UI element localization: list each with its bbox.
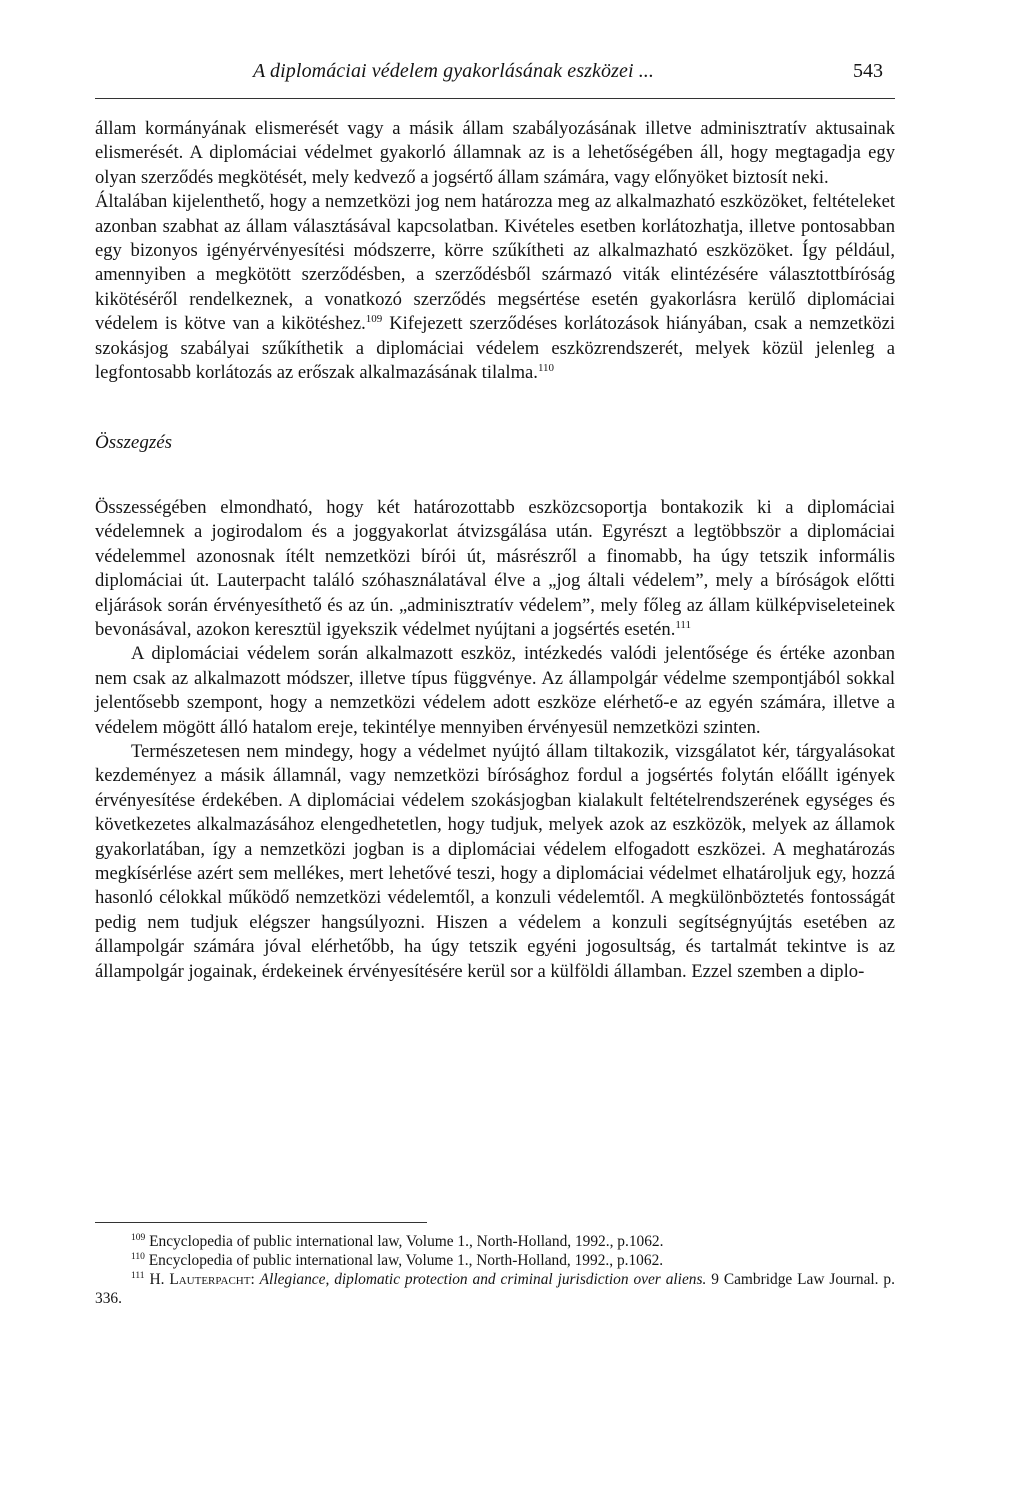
footnote-text: Encyclopedia of public international law, Volume 1., North-Holland, 1992., p.1062. — [149, 1233, 664, 1250]
footnotes — [95, 1232, 895, 1308]
text-run: A diplomáciai védelem során alkalmazott eszköz, intézkedés valódi jelentősége és értéke azonban nem csak az alkalmazott módszer, illetve típus függvénye. Az állampolgár védelme szempontjából sokkal jelentősebb szempont, hogy a nemzetközi védelem adott eszköze elérhető-e az egyén számára, illetve a védelem mögött álló hatalom ereje, tekintélye mennyiben érvényesül nemzetközi szinten. — [95, 643, 895, 738]
section-title: Összegzés — [95, 432, 173, 454]
page-number: 543 — [853, 60, 883, 82]
text-run: Természetesen nem mindegy, hogy a védelmet nyújtó állam tiltakozik, vizsgálatot kér, tárgyalásokat kezdeményez a másik államnál, vagy nemzetközi bírósághoz fordul a jogsértés folytán előállt igények érvényesítése érdekében. A diplomáciai védelem szokásjogban kialakult feltételrendszerének egységes és következetes alkalmazásához elengedhetetlen, hogy tudjuk, melyek azok az eszközök, melyek az államok gyakorlatában, így a nemzetközi jogban is a diplomáciai védelem elfogadott eszközei. A meghatározás megkísérlése azért sem mellékes, mert lehetővé teszi, hogy a diplomáciai védelmet elhatároljuk egy, hozzá hasonló célokkal működő nemzetközi védelemtől, a konzuli védelemtől. A megkülönböztetés fontosságát pedig nem tudjuk elégszer hangsúlyozni. Hiszen a védelem a konzuli segítségnyújtás esetében az állampolgár számára jóval elérhetőbb, ha úgy tetszik egyéni jogosultság, és tartalmát tekintve is az állampolgár jogainak, érdekeinek érvényesítésére kerül sor a külföldi államban. Ezzel szemben a diplo- — [95, 740, 895, 982]
page — [95, 0, 895, 1495]
footnote-number: 110 — [131, 1252, 145, 1262]
footnote-111 — [95, 1270, 895, 1308]
footnote-rule — [95, 1222, 427, 1223]
footnote-author: Lauterpacht — [169, 1271, 251, 1288]
running-head — [95, 60, 895, 90]
paragraph — [95, 740, 895, 984]
running-title: A diplomáciai védelem gyakorlásának eszközei ... — [253, 60, 655, 82]
footnote-author-initial: H. — [149, 1271, 165, 1288]
text-run: állam kormányának elismerését vagy a másik állam szabályozásának illetve adminisztratív aktusainak elismerését. A diplomáciai védelmet gyakorló államnak az is a lehetőségében áll, hogy megtagadja egy olyan szerződés megkötését, mely kedvező a jogsértő állam számára, vagy előnyöket biztosít neki. — [95, 118, 895, 188]
footnote-110 — [95, 1251, 895, 1270]
footnote-ref: 110 — [537, 362, 555, 375]
text-run: Összességében elmondható, hogy két határozottabb eszközcsoportja bontakozik ki a diplomáciai védelemnek a jogirodalom és a joggyakorlat átvizsgálása után. Egyrészt a legtöbbször a diplomáciai védelemmel azonosnak ítélt nemzetközi bírói út, másrészről a finomabb, ha úgy tetszik informális diplomáciai út. Lauterpacht találó szóhasználatával élve a „jog általi védelem”, mely a bíróságok előtti eljárások során érvényesíthető és az ún. „adminisztratív védelem”, mely főleg az állam külképviseleteinek bevonásával, azokon keresztül igyekszik védelmet nyújtani a jogsértés esetén. — [95, 496, 895, 640]
footnote-109 — [95, 1232, 895, 1251]
footnote-number: 111 — [131, 1271, 145, 1281]
paragraph — [95, 642, 895, 740]
footnote-text: Encyclopedia of public international law, Volume 1., North-Holland, 1992., p.1062. — [148, 1252, 664, 1269]
footnote-number: 109 — [131, 1233, 146, 1243]
footnote-title: Allegiance, diplomatic protection and criminal jurisdiction over aliens. — [259, 1271, 707, 1288]
paragraph — [95, 117, 895, 190]
footnote-ref: 109 — [365, 313, 383, 326]
footnote-ref: 111 — [675, 618, 692, 631]
text-run: Általában kijelenthető, hogy a nemzetközi jog nem határozza meg az alkalmazható eszközöket, feltételeket azonban szabhat az állam választásával kapcsolatban. Kivételes esetben korlátozhatja, illetve pontosabban egy bizonyos igényérvényesítési módszerre, körre szűkítheti az alkalmazható eszközöket. Így például, amennyiben a megkötött szerződésben, a szerződésből származó viták elintézésére választottbíróság kikötéséről rendelkeznek, a vonatkozó szerződés megsértése esetén gyakorlásra kerülő diplomáciai védelem is kötve van a kikötéshez. — [95, 191, 895, 335]
footnote-colon: : — [250, 1271, 255, 1288]
paragraph — [95, 496, 895, 642]
body-text — [95, 117, 895, 984]
header-rule — [95, 98, 895, 99]
footnote-rest: 9 Cambridge Law Journal. p. 336. — [95, 1271, 895, 1307]
text-run: Kifejezett szerződéses korlátozások hiányában, csak a nemzetközi szokásjog szabályai szűkíthetik a diplomáciai védelem eszközrendszerét, melyek közül jelenleg a legfontosabb korlátozás az erőszak alkalmazásának tilalma. — [95, 313, 896, 384]
paragraph — [95, 190, 895, 385]
